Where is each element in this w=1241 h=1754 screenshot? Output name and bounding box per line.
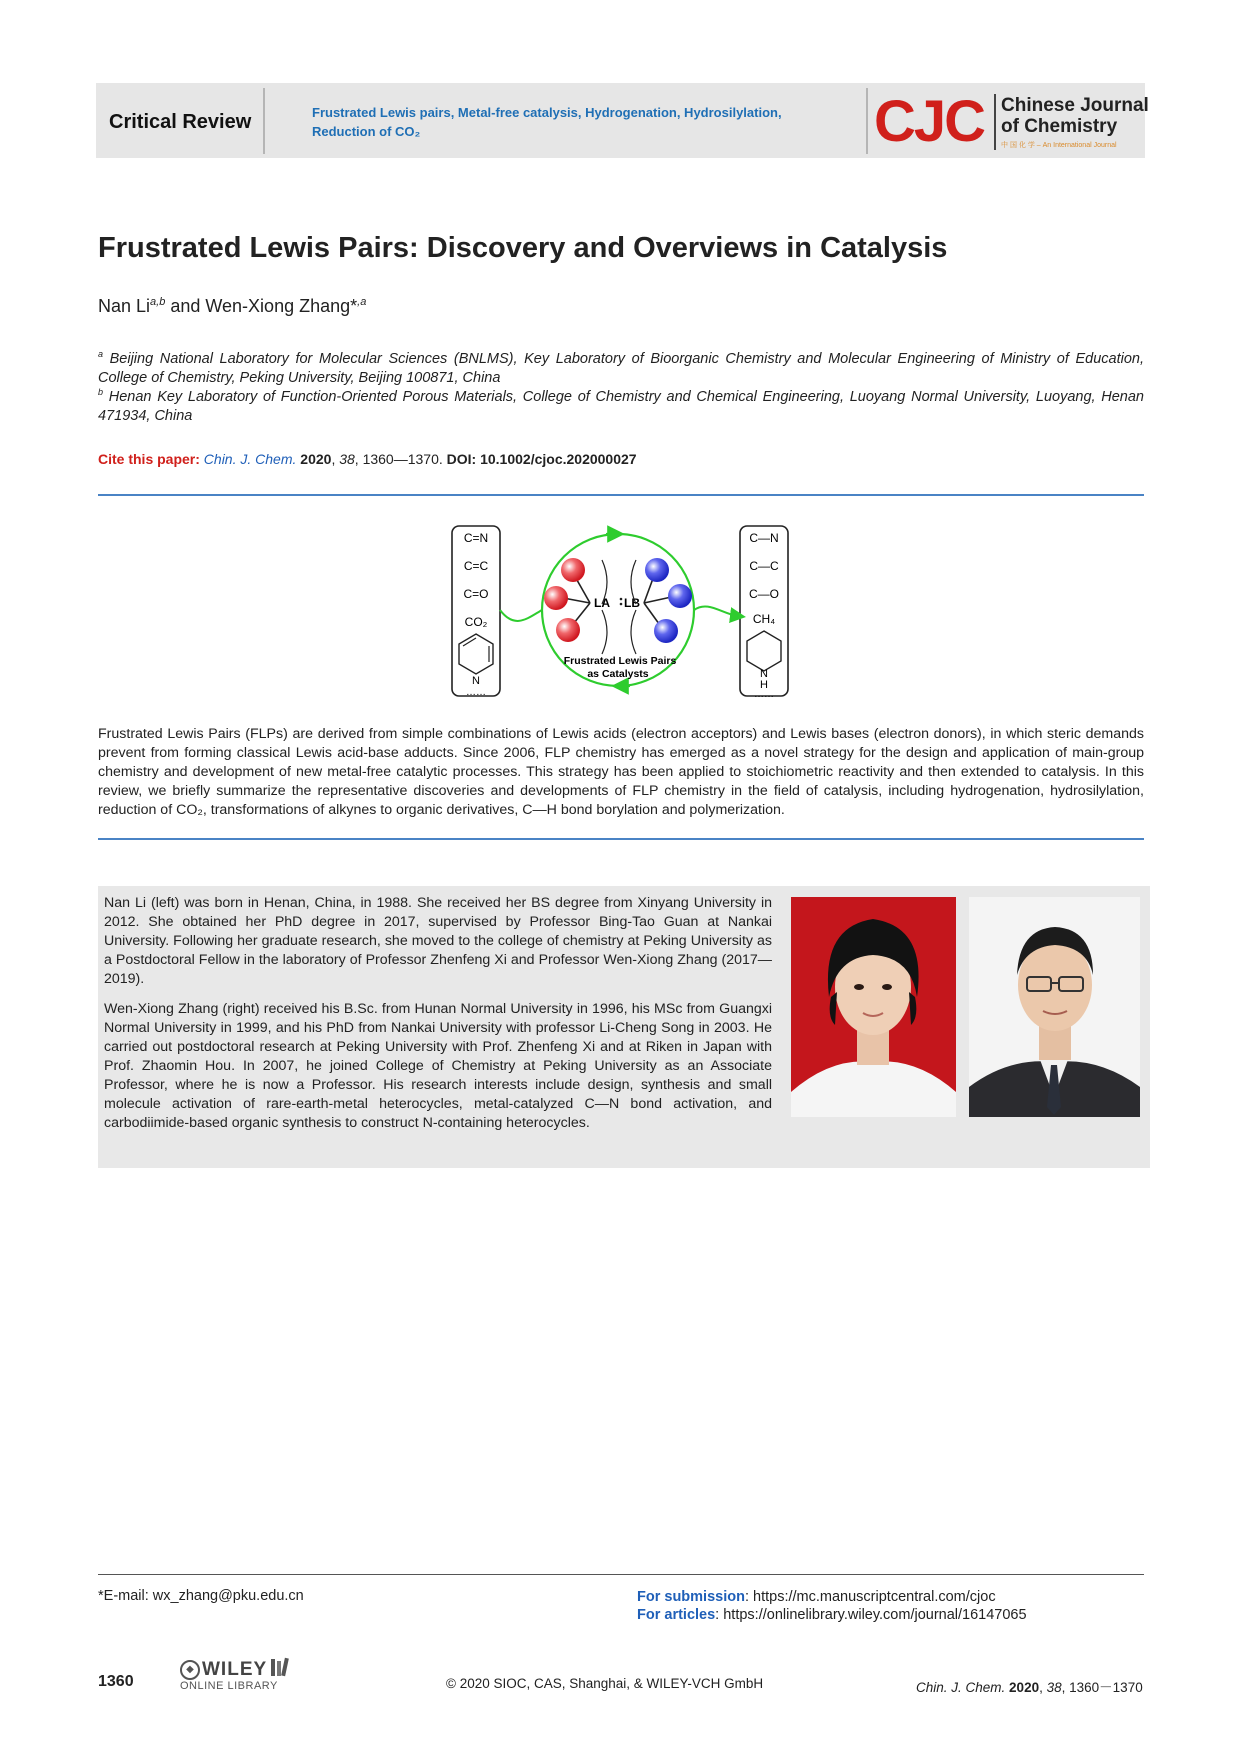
exit-arrow [694,606,738,616]
cite-pages: , 1360—1370. [354,451,447,467]
ellipsis: …… [754,689,774,700]
author-list [98,296,366,317]
cite-label: Cite this paper: [98,451,200,467]
author-2: Wen-Xiong Zhang* [205,296,358,316]
wiley-logo [180,1657,292,1692]
product-label: C—N [749,531,779,545]
books-icon [270,1657,292,1682]
run-volume: 38 [1046,1680,1062,1695]
cite-volume: 38 [339,451,355,467]
author-2-affil: ,a [357,296,367,308]
journal-logo: CJC [874,89,985,154]
substrate-label: C=N [463,531,489,545]
graphical-abstract [440,518,810,708]
affiliation-a [98,345,1144,388]
affiliation-b [98,383,1144,426]
acid-sphere [561,558,585,582]
submission-link[interactable] [637,1588,1027,1606]
cite-year: 2020 [300,451,332,467]
bio-nan-li: Nan Li (left) was born in Henan, China, in 1988. She received her BS degree from Xinyang University in 2012. She obtained her PhD degree in 2017, supervised by Professor Bing-Tao Guan at Nankai University. Following her graduate research, she moved to the college of chemistry at Peking University as a Postdoctoral Fellow in the laboratory of Professor Zhenfeng Xi and Professor Wen-Xiong Zhang (2017—2019). [104,895,772,987]
articles-link[interactable] [637,1606,1027,1624]
product-label: C—C [749,559,779,573]
page-number: 1360 [98,1673,134,1690]
bio-zhang: Wen-Xiong Zhang (right) received his B.Sc. from Hunan Normal University in 1996, his MSc from Guangxi Normal University in 1999, and his PhD from Nankai University with professor Li-Cheng Song in 2003. He carried out postdoctoral research at Peking University with Prof. Zhenfeng Xi and at Riken in Japan with Prof. Zhaomin Hou. In 2007, he joined College of Chemistry at Peking University as an Associate Professor, where he is now a Professor. His research interests include design, synthesis and small molecule activation of rare-earth-metal heterocycles, metal-catalyzed C—N bond activation, and carbodiimide-based organic synthesis to construct N-containing heterocycles. [104,1001,772,1131]
top-rule [98,494,1144,496]
running-citation: Chin. J. Chem. 2020, 38, 1360－1370 [916,1680,1143,1695]
wiley-mark-icon: ◆ [180,1660,200,1680]
product-label: C—O [749,587,779,601]
cycle-caption-2: as Catalysts [587,668,649,680]
affiliation-a-mark: a [98,349,104,359]
run-year: 2020 [1009,1680,1040,1695]
affiliation-b-mark: b [98,387,104,397]
keywords-line-1: Frustrated Lewis pairs, Metal-free catalysis, Hydrogenation, Hydrosilylation, [312,105,782,120]
section-label: Critical Review [109,111,252,133]
cite-journal: Chin. J. Chem. [203,451,297,467]
footnote-rule [98,1574,1144,1575]
piperidine-h: H [760,679,768,691]
lewis-acid-label: LA [594,596,610,610]
substrate-label: C=O [463,587,489,601]
substrate-box [452,526,500,696]
corresponding-email[interactable]: *E-mail: wx_zhang@pku.edu.cn [98,1588,304,1604]
affiliation-a-text: Beijing National Laboratory for Molecular Sciences (BNLMS), Key Laboratory of Bioorganic Chemistry and Molecular Engineering of Ministry of Education, College of Chemistry, Peking University, Beijing 100871, China [98,350,1144,386]
base-sphere [645,558,669,582]
submission-url[interactable]: : https://mc.manuscriptcentral.com/cjoc [744,1589,996,1605]
base-sphere [654,619,678,643]
header-divider [263,88,265,154]
author-photo-nan-li [791,897,956,1117]
pyridine-n: N [472,675,480,687]
entry-arrow [500,610,542,621]
substrate-label: C=C [463,559,489,573]
author-1-affil: a,b [150,296,166,308]
header-divider-2 [866,88,868,154]
keywords [312,103,832,141]
logo-divider [994,94,996,150]
articles-url[interactable]: : https://onlinelibrary.wiley.com/journal/16147065 [715,1607,1027,1623]
journal-name-line-2: of Chemistry [1001,116,1118,137]
copyright: © 2020 SIOC, CAS, Shanghai, & WILEY-VCH GmbH [446,1676,764,1691]
cycle-caption-1: Frustrated Lewis Pairs [563,655,677,667]
keywords-line-2: Reduction of CO₂ [312,124,421,139]
abstract: Frustrated Lewis Pairs (FLPs) are derived from simple combinations of Lewis acids (electron acceptors) and Lewis bases (electron donors), in which steric demands prevent from forming classical Lewis acid-base adducts. Since 2006, FLP chemistry has emerged as a novel strategy for the design and application of main-group chemistry and development of new metal-free catalytic processes. This strategy has been applied to stoichiometric reactivity and then extended to catalysis. In this review, we briefly summarize the representative discoveries and developments of FLP chemistry in the field of catalysis, including hydrogenation, hydrosilylation, reduction of CO₂, transformations of alkynes to organic derivatives, C—H bond borylation and polymerization. [98,726,1144,818]
base-sphere [668,584,692,608]
citation: Cite this paper: Chin. J. Chem. 2020, 38, 1360—1370. DOI: 10.1002/cjoc.202000027 [98,451,637,467]
wiley-name: WILEY [202,1658,268,1680]
substrate-label: CO₂ [464,615,488,629]
ellipsis: …… [466,687,486,698]
wiley-sub: ONLINE LIBRARY [180,1680,278,1692]
submission-label: For submission [637,1589,745,1605]
lewis-base-label: LB [624,596,640,610]
articles-label: For articles [637,1607,716,1623]
journal-links [637,1588,1027,1624]
run-pages: , 1360－1370 [1061,1680,1143,1695]
journal-tagline: 中 国 化 学 – An International Journal [1001,142,1117,149]
run-journal: Chin. J. Chem. [916,1680,1006,1695]
piperidine-n: N [760,668,768,680]
product-label: CH₄ [752,612,776,626]
acid-sphere [556,618,580,642]
author-join: and [165,296,206,316]
author-photo-zhang [969,897,1140,1117]
abstract-rule [98,838,1144,840]
cite-doi: DOI: 10.1002/cjoc.202000027 [446,451,637,467]
acid-sphere [544,586,568,610]
author-1: Nan Li [98,296,151,316]
journal-name-line-1: Chinese Journal [1001,95,1149,116]
article-title: Frustrated Lewis Pairs: Discovery and Overviews in Catalysis [98,232,948,264]
journal-name [1001,95,1149,137]
affiliation-b-text: Henan Key Laboratory of Function-Oriented Porous Materials, College of Chemistry and Chemical Engineering, Luoyang Normal University, Luoyang, Henan 471934, China [98,388,1144,424]
